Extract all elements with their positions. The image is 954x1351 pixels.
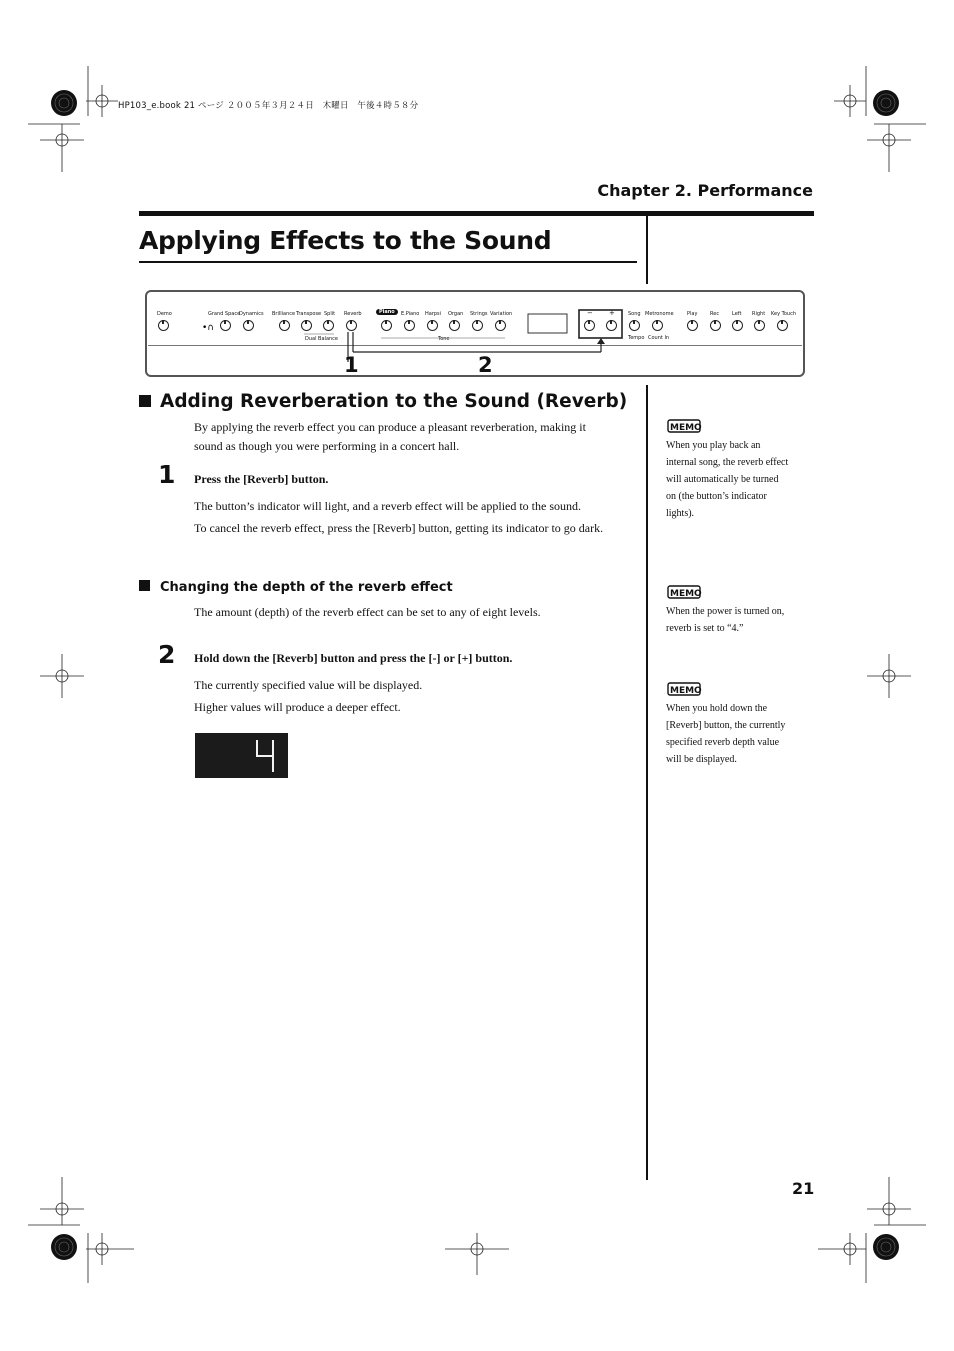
- memo-icon: [667, 584, 705, 600]
- subsection-heading: Changing the depth of the reverb effect: [139, 580, 453, 595]
- memo-2: When the power is turned on, reverb is set to “4.”: [666, 606, 785, 634]
- file-stamp: HP103_e.book 21 ページ ２００５年３月２４日 木曜日 午後４時５８分: [118, 101, 419, 111]
- display-digit: 4: [195, 718, 206, 737]
- panel-display-window: [528, 314, 567, 333]
- step-2-body-1: The currently specified value will be displayed.: [194, 678, 423, 692]
- chapter-heading: Chapter 2. Performance: [597, 181, 813, 200]
- step-1-number: 1: [158, 460, 176, 489]
- step-2-number: 2: [158, 640, 176, 669]
- square-bullet-icon: [139, 580, 150, 591]
- column-divider: [646, 385, 648, 1180]
- step-2-body-2: Higher values will produce a deeper effect.: [194, 700, 401, 714]
- callout-step-2: 2: [478, 353, 493, 377]
- label-harpsi: Harpsi: [425, 311, 442, 317]
- label-organ: Organ: [448, 311, 464, 317]
- label-piano: Piano: [376, 309, 398, 315]
- label-brilliance: Brilliance: [272, 311, 296, 317]
- memo-3: When you hold down the [Reverb] button, the currently specified reverb depth value will be displayed.: [666, 703, 786, 765]
- label-dual-balance: Dual Balance: [305, 336, 339, 342]
- label-dynamics: Dynamics: [239, 311, 264, 317]
- label-play: Play: [687, 311, 698, 317]
- reverb-depth-display: [195, 718, 288, 778]
- svg-text:MEMO: MEMO: [670, 686, 702, 696]
- plus-minus-highlight: [579, 310, 622, 338]
- step-2-instruction: Hold down the [Reverb] button and press the [-] or [+] button.: [194, 651, 513, 665]
- label-song: Song: [628, 311, 641, 317]
- step-1-instruction: Press the [Reverb] button.: [194, 472, 329, 486]
- page-number: 21: [792, 1179, 815, 1198]
- label-plus: +: [609, 309, 615, 317]
- seven-segment-digit: [195, 718, 288, 778]
- label-metronome: Metronome: [645, 311, 674, 317]
- label-demo: Demo: [157, 311, 172, 317]
- svg-text:MEMO: MEMO: [670, 423, 702, 433]
- label-right: Right: [752, 311, 766, 317]
- headphone-icon: •∩: [202, 323, 214, 333]
- column-divider-top: [646, 216, 648, 284]
- label-reverb: Reverb: [344, 311, 362, 317]
- label-minus: −: [587, 309, 593, 317]
- label-epiano: E.Piano: [401, 311, 420, 317]
- label-count-in: Count In: [648, 335, 670, 341]
- callout-step-1: 1: [344, 353, 359, 377]
- label-split: Split: [324, 311, 336, 317]
- label-rec: Rec: [710, 311, 720, 317]
- title-underline: [139, 261, 637, 263]
- label-key-touch: Key Touch: [771, 311, 797, 317]
- memo-icon: [667, 418, 705, 434]
- panel-details-svg: [145, 290, 805, 377]
- memo-1: When you play back an internal song, the reverb effect will automatically be turned on (the button’s indicator lights).: [666, 440, 789, 519]
- top-rule: [139, 211, 814, 216]
- label-grand-space: Grand Space: [208, 311, 241, 317]
- memo-icon: [667, 681, 705, 697]
- step-1-body-1: The button’s indicator will light, and a reverb effect will be applied to the sound.: [194, 499, 582, 513]
- square-bullet-icon: [139, 395, 151, 407]
- section-heading: Adding Reverberation to the Sound (Reverb): [139, 391, 627, 412]
- label-transpose: Transpose: [296, 311, 322, 317]
- label-strings: Strings: [470, 311, 488, 317]
- intro-line-1: By applying the reverb effect you can produce a pleasant reverberation, making it: [194, 420, 586, 434]
- page-title: Applying Effects to the Sound: [139, 226, 552, 255]
- label-tone: Tone: [438, 336, 450, 342]
- label-tempo: Tempo: [628, 335, 645, 341]
- label-variation: Variation: [490, 311, 513, 317]
- subsection-body: The amount (depth) of the reverb effect can be set to any of eight levels.: [194, 605, 541, 619]
- label-left: Left: [732, 311, 742, 317]
- step-1-body-2: To cancel the reverb effect, press the [Reverb] button, getting its indicator to go dark.: [194, 521, 604, 535]
- svg-text:MEMO: MEMO: [670, 589, 702, 599]
- intro-line-2: sound as though you were performing in a concert hall.: [194, 439, 460, 453]
